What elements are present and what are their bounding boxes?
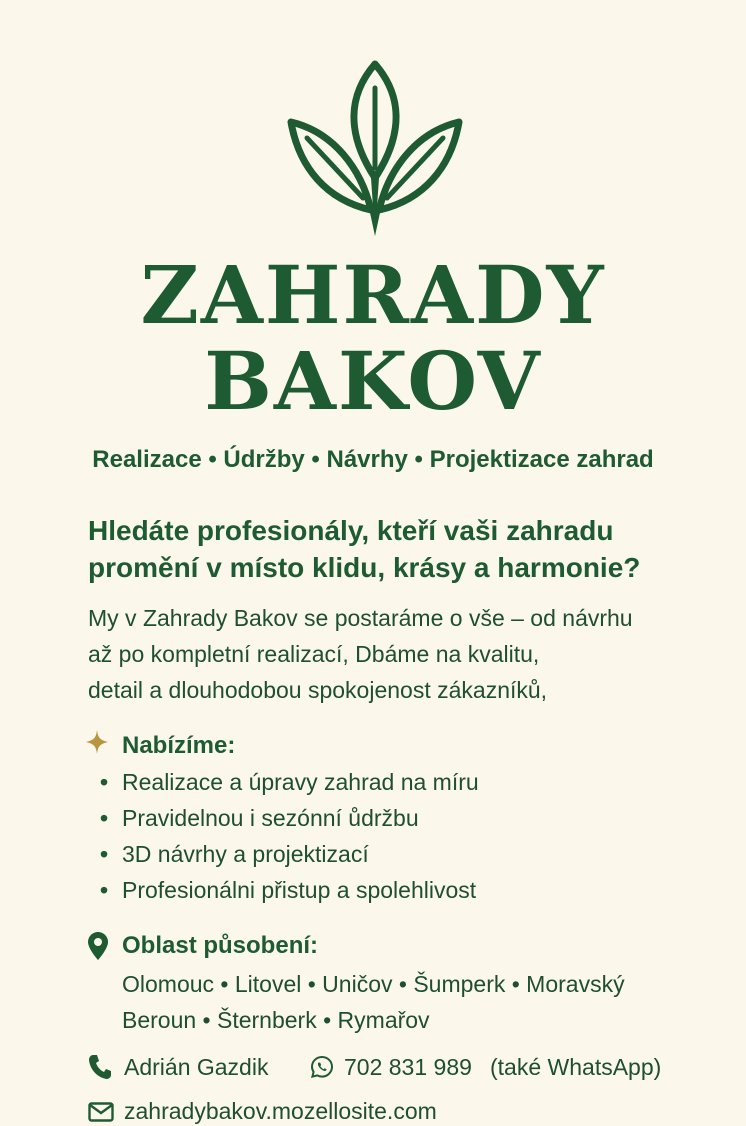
bullet: •: [100, 805, 109, 831]
brand-name-line1: ZAHRADY: [140, 248, 606, 342]
whatsapp-icon: [310, 1055, 334, 1079]
area-line1: Olomouc • Litovel • Uničov • Šumperk • Moravský: [122, 971, 625, 997]
intro-line1: My v Zahrady Bakov se postaráme o vše – od návrhu: [88, 605, 633, 631]
headline-line1: Hledáte profesionály, kteří vaši zahradu: [88, 515, 614, 546]
list-item: [100, 836, 479, 872]
headline-line2: promění v místo klidu, krásy a harmonie?: [88, 552, 641, 583]
brand-name-line2: BAKOV: [204, 334, 542, 428]
area-cities: [122, 966, 625, 1038]
intro-line2: až po kompletní realizací, Dbáme na kvalitu,: [88, 641, 540, 667]
headline: [88, 512, 728, 586]
offer-list: [100, 764, 479, 908]
area-line2: Beroun • Šternberk • Rymařov: [122, 1007, 430, 1033]
mail-icon: [88, 1102, 114, 1122]
leaf-logo-icon: [285, 58, 465, 240]
location-pin-icon: [88, 932, 108, 960]
email-link[interactable]: zahradybakov.mozellosite.com: [124, 1098, 437, 1124]
services-tagline: Realizace • Údržby • Návrhy • Projektizace zahrad: [92, 446, 654, 473]
sparkle-icon: [86, 730, 108, 754]
list-item: [100, 800, 479, 836]
area-title: Oblast působení:: [122, 932, 319, 959]
offer-title: Nabízíme:: [122, 732, 236, 759]
phone-number[interactable]: 702 831 989: [344, 1054, 472, 1080]
list-item: [100, 872, 479, 908]
offer-item-text: Realizace a úpravy zahrad na míru: [122, 769, 479, 795]
offer-item-text: Profesionálni přistup a spolehlivost: [122, 877, 477, 903]
whatsapp-note: (také WhatsApp): [490, 1054, 662, 1080]
contact-name: Adrián Gazdik: [124, 1054, 269, 1080]
list-item: [100, 764, 479, 800]
offer-item-text: Pravidelnou i sezónní ůdržbu: [122, 805, 419, 831]
intro-paragraph: [88, 600, 728, 708]
bullet: •: [100, 841, 109, 867]
offer-item-text: 3D návrhy a projektizací: [122, 841, 369, 867]
intro-line3: detail a dlouhodobou spokojenost zákazníků,: [88, 677, 548, 703]
phone-icon: [88, 1054, 112, 1080]
bullet: •: [100, 769, 109, 795]
contact-row: [88, 1052, 728, 1086]
bullet: •: [100, 877, 109, 903]
